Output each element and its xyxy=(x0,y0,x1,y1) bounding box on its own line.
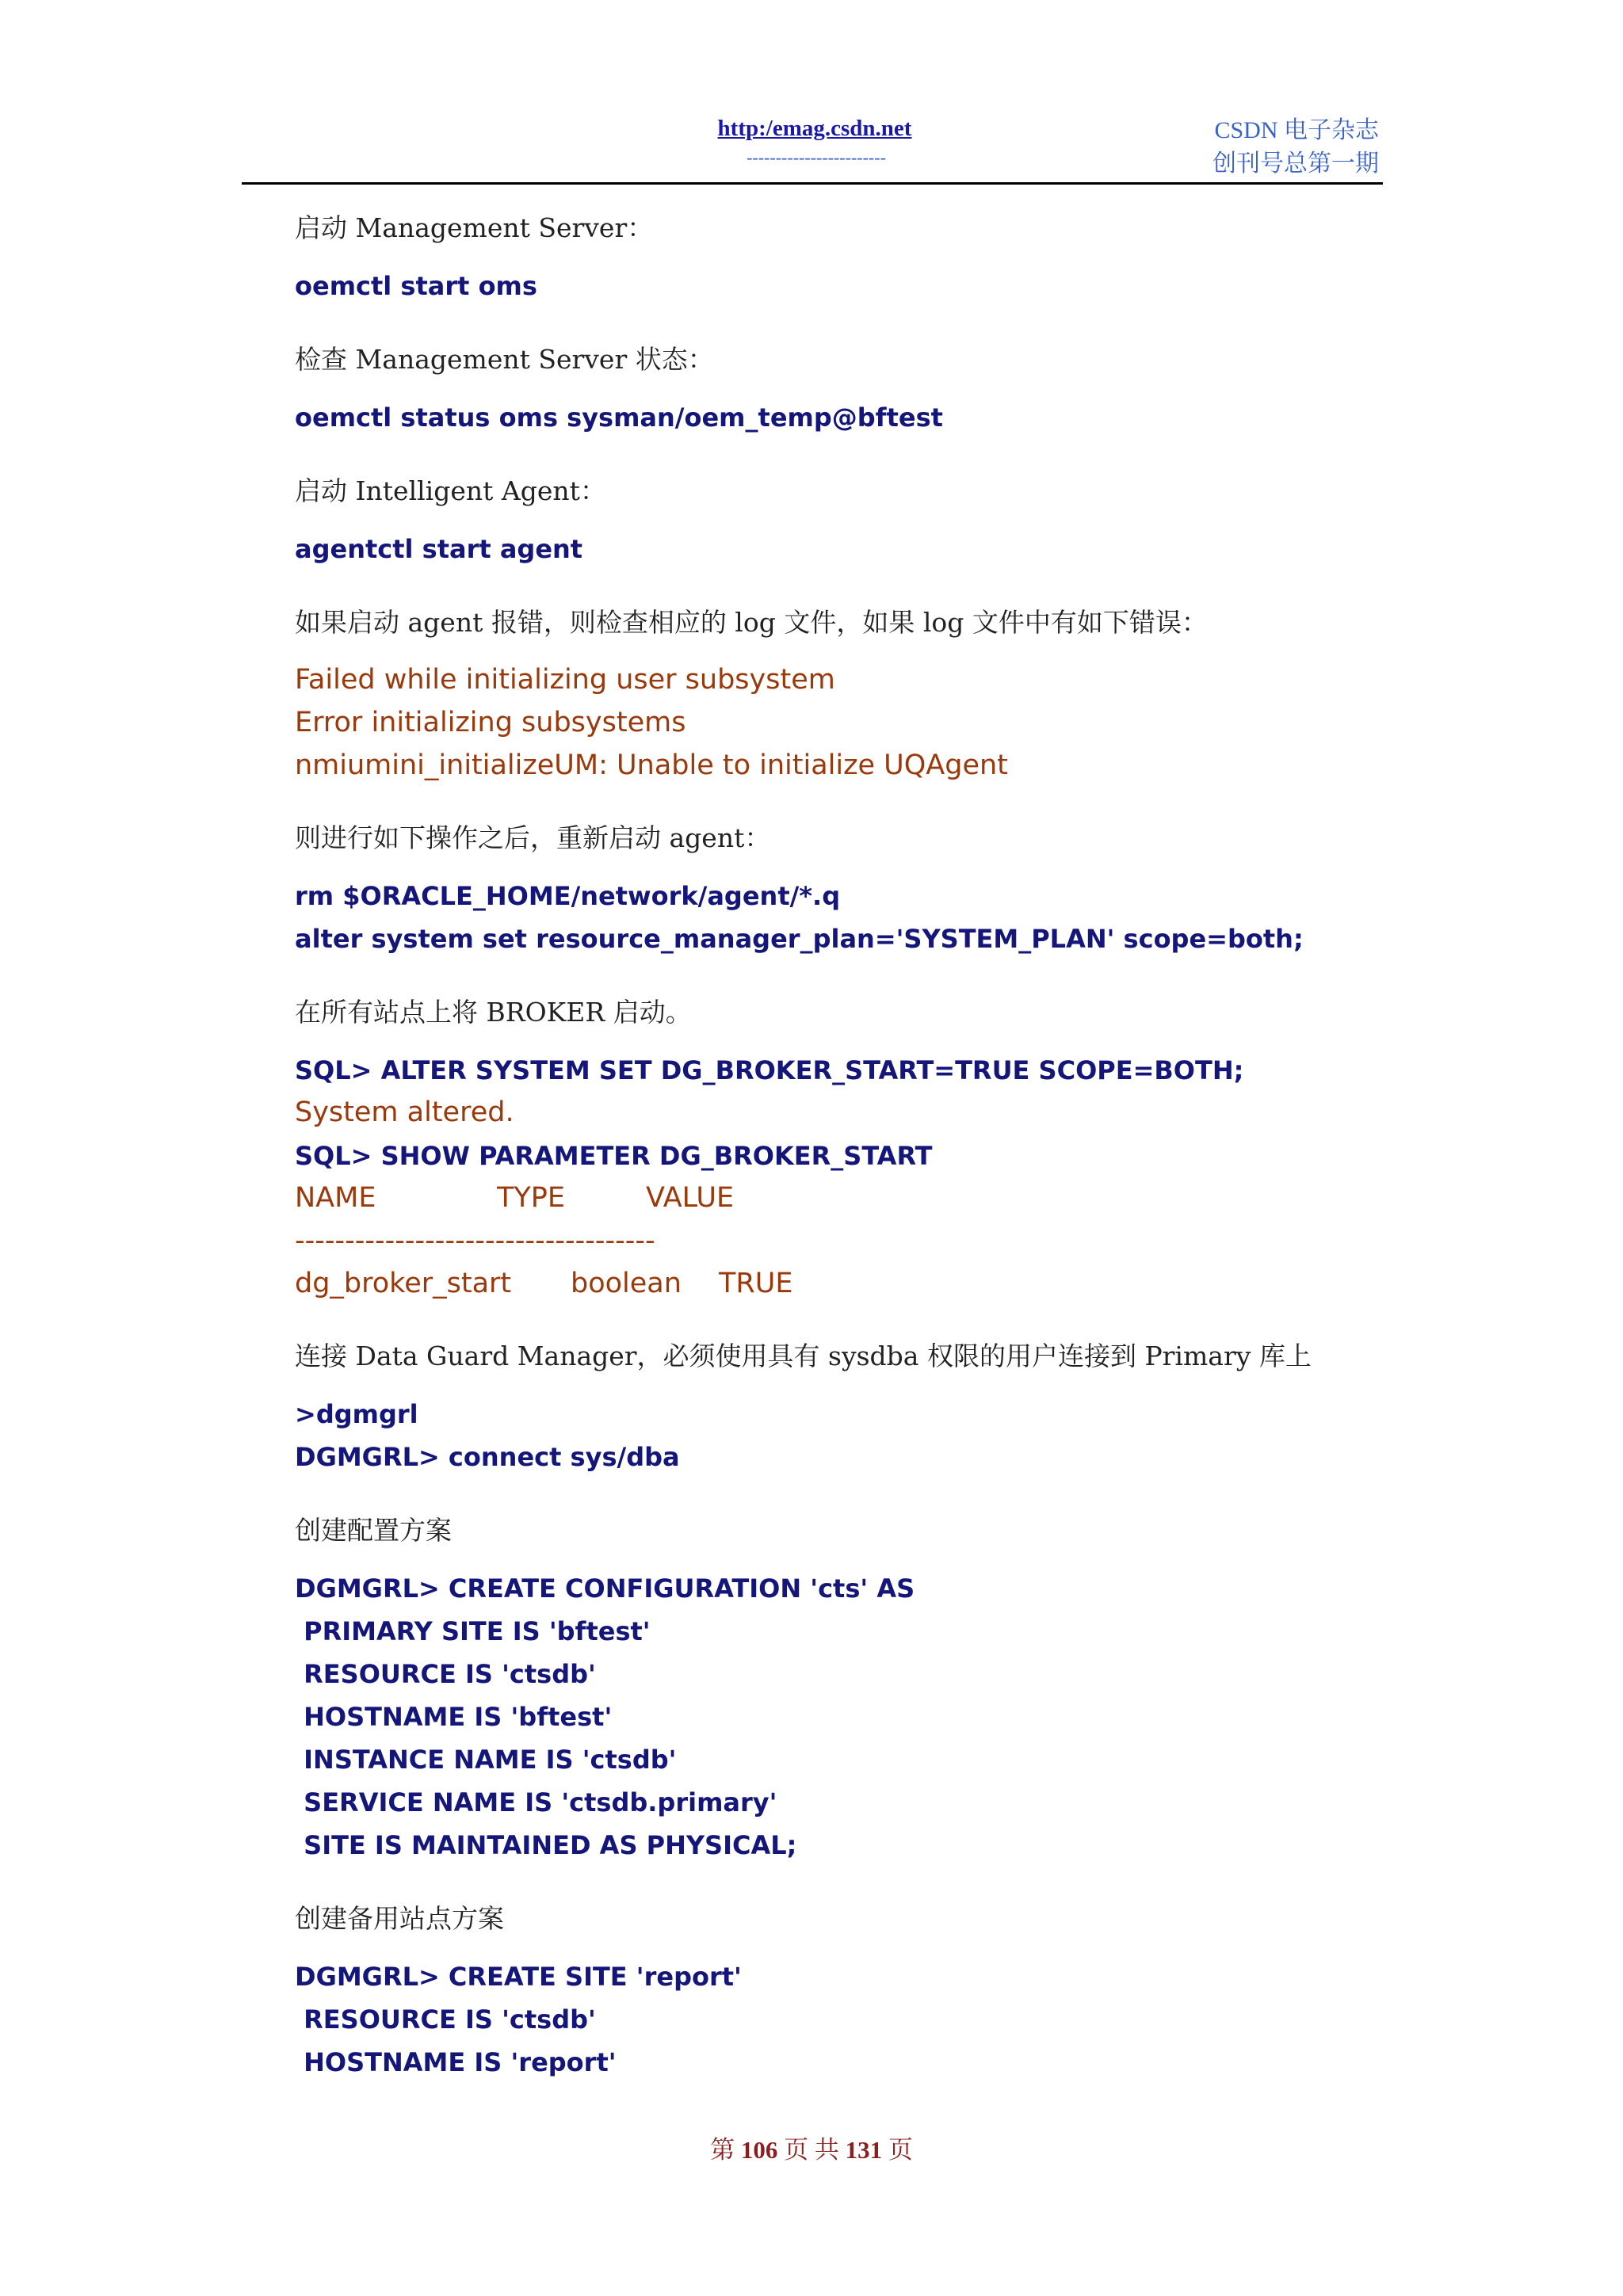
param-table-row xyxy=(295,1268,1008,1307)
cmd-alter-plan: alter system set resource_manager_plan='SYSTEM_PLAN' scope=both; xyxy=(295,924,1304,954)
header-magazine-name: CSDN 电子杂志 xyxy=(1214,117,1379,143)
header-divider xyxy=(242,182,1383,185)
footer-page-total: 131 xyxy=(845,2136,883,2164)
text-broker-start: 在所有站点上将 BROKER 启动。 xyxy=(295,997,692,1028)
cmd-resource: RESOURCE IS 'ctsdb' xyxy=(295,1659,596,1689)
cmd-instance-name: INSTANCE NAME IS 'ctsdb' xyxy=(295,1745,677,1775)
param-value-type: boolean xyxy=(571,1268,682,1299)
param-col-type: TYPE xyxy=(497,1182,565,1214)
cmd-site-maintained: SITE IS MAINTAINED AS PHYSICAL; xyxy=(295,1830,797,1860)
output-system-altered: System altered. xyxy=(295,1097,514,1128)
cmd-dgmgrl: >dgmgrl xyxy=(295,1399,418,1429)
cmd-service-name: SERVICE NAME IS 'ctsdb.primary' xyxy=(295,1787,777,1817)
footer-page-number: 106 xyxy=(740,2136,778,2164)
cmd-rm-agent: rm $ORACLE_HOME/network/agent/*.q xyxy=(295,881,841,911)
param-col-name: NAME xyxy=(295,1182,376,1214)
cmd-start-oms: oemctl start oms xyxy=(295,271,537,301)
cmd-broker-start: SQL> ALTER SYSTEM SET DG_BROKER_START=TRUE SCOPE=BOTH; xyxy=(295,1055,1244,1085)
footer-mid: 页 共 xyxy=(784,2136,839,2164)
cmd-create-config: DGMGRL> CREATE CONFIGURATION 'cts' AS xyxy=(295,1573,915,1604)
cmd-create-site: DGMGRL> CREATE SITE 'report' xyxy=(295,1962,742,1992)
output-error-3: nmiumini_initializeUM: Unable to initialize UQAgent xyxy=(295,749,1008,781)
param-table-divider: ------------------------------------ xyxy=(295,1225,655,1257)
header-issue: 创刊号总第一期 xyxy=(1212,151,1379,177)
cmd-connect: DGMGRL> connect sys/dba xyxy=(295,1442,680,1472)
text-fix-agent: 则进行如下操作之后，重新启动 agent： xyxy=(295,822,771,853)
footer-pre: 第 xyxy=(710,2136,735,2164)
param-value-value: TRUE xyxy=(719,1268,793,1299)
cmd-hostname: HOSTNAME IS 'bftest' xyxy=(295,1702,613,1732)
header-magazine-info xyxy=(1212,114,1379,181)
param-table-header xyxy=(295,1182,1008,1222)
cmd-status-oms: oemctl status oms sysman/oem_temp@bftest xyxy=(295,402,943,433)
text-create-standby: 创建备用站点方案 xyxy=(295,1903,504,1934)
text-start-oms: 启动 Management Server： xyxy=(295,212,654,243)
param-value-name: dg_broker_start xyxy=(295,1268,512,1299)
text-agent-error: 如果启动 agent 报错，则检查相应的 log 文件，如果 log 文件中有如下错误： xyxy=(295,607,1208,638)
cmd-standby-resource: RESOURCE IS 'ctsdb' xyxy=(295,2004,596,2035)
cmd-show-parameter: SQL> SHOW PARAMETER DG_BROKER_START xyxy=(295,1141,933,1171)
output-error-1: Failed while initializing user subsystem xyxy=(295,664,835,696)
output-error-2: Error initializing subsystems xyxy=(295,707,686,738)
text-start-agent: 启动 Intelligent Agent： xyxy=(295,475,606,506)
text-check-oms: 检查 Management Server 状态： xyxy=(295,344,714,375)
cmd-standby-hostname: HOSTNAME IS 'report' xyxy=(295,2047,617,2077)
cmd-primary-site: PRIMARY SITE IS 'bftest' xyxy=(295,1616,651,1646)
page-footer xyxy=(0,2130,1623,2165)
text-create-config: 创建配置方案 xyxy=(295,1515,452,1546)
footer-post: 页 xyxy=(888,2136,913,2164)
text-connect-dgmgrl: 连接 Data Guard Manager，必须使用具有 sysdba 权限的用户连接到 Primary 库上 xyxy=(295,1341,1312,1371)
header-link[interactable]: http:/emag.csdn.net xyxy=(717,116,912,141)
cmd-start-agent: agentctl start agent xyxy=(295,534,583,564)
header-link-underline: ------------------------ xyxy=(747,147,886,167)
param-col-value: VALUE xyxy=(646,1182,735,1214)
